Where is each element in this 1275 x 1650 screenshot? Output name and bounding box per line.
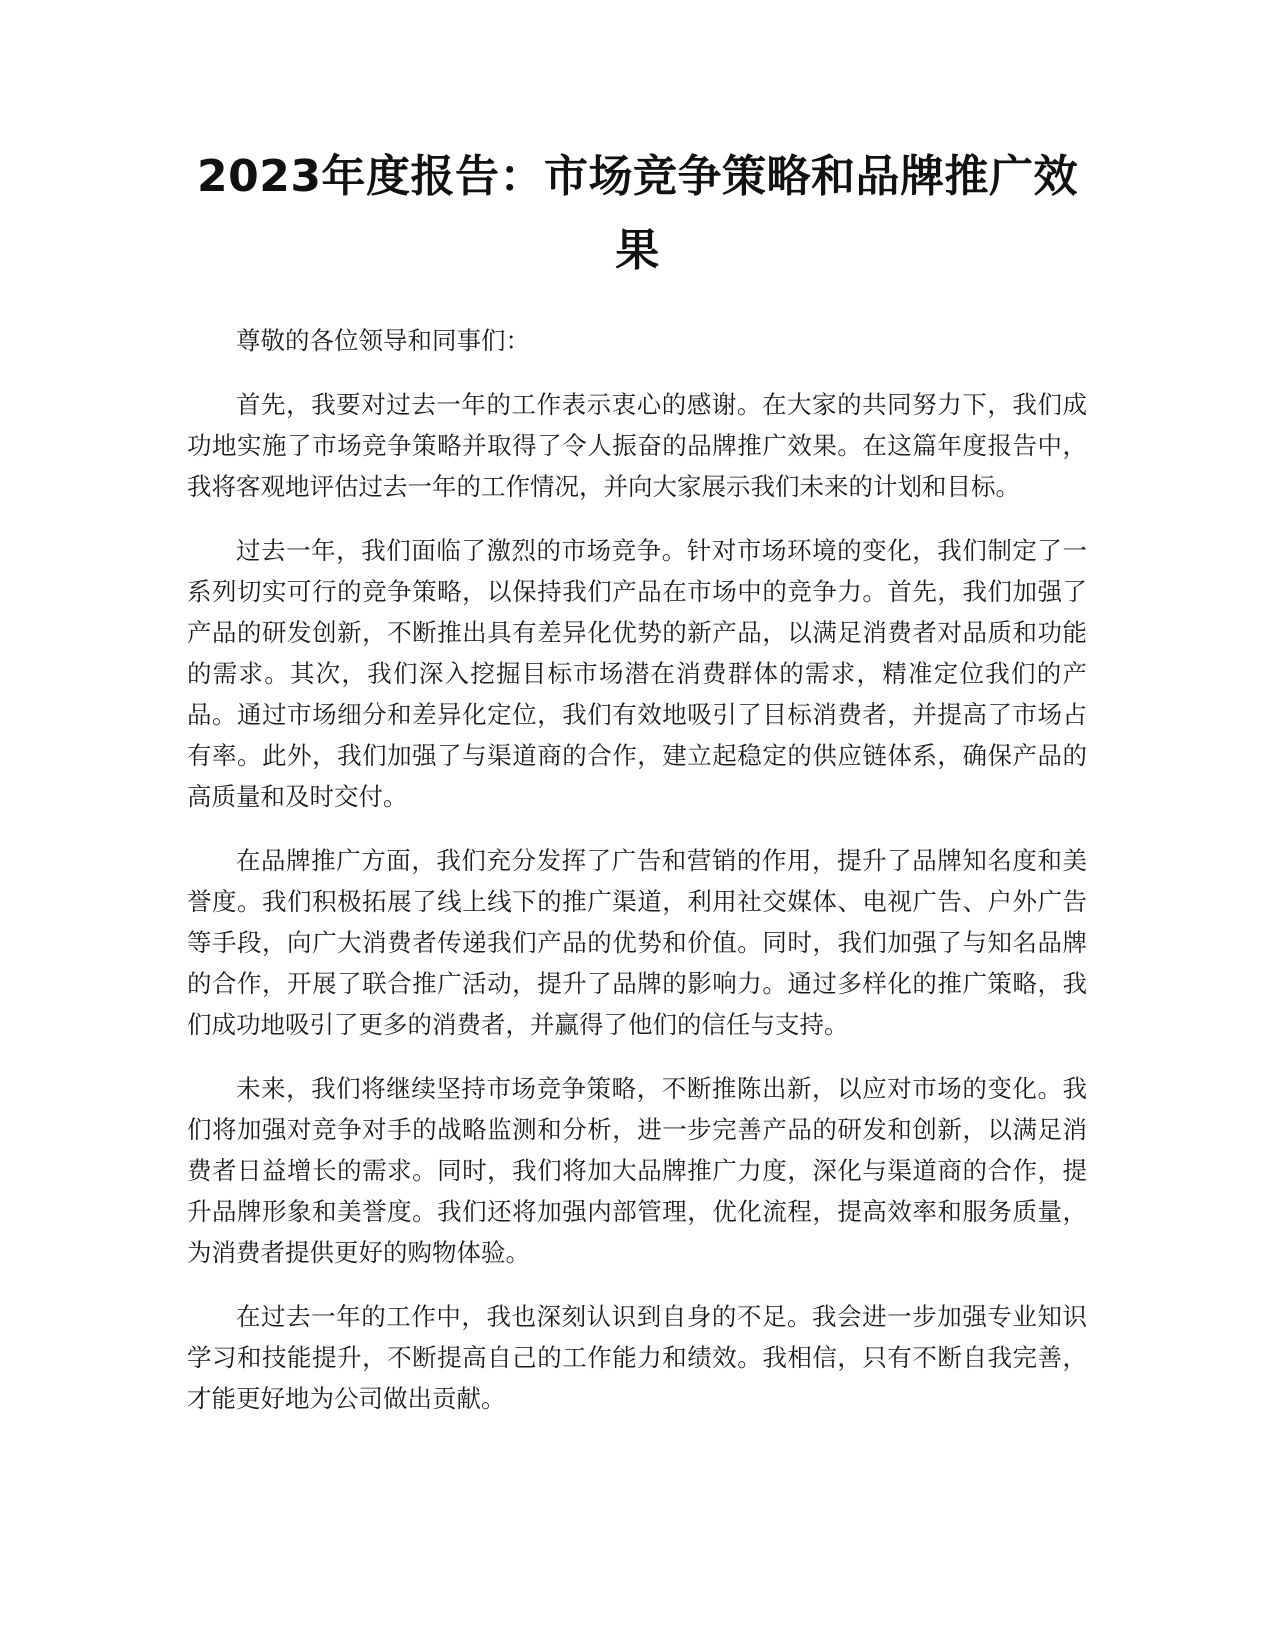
paragraph-4: 未来，我们将继续坚持市场竞争策略，不断推陈出新，以应对市场的变化。我们将加强对竞争对手的战略监测和分析，进一步完善产品的研发和创新，以满足消费者日益增长的需求。同时，我们将加大品牌推广力度，深化与渠道商的合作，提升品牌形象和美誉度。我们还将加强内部管理，优化流程，提高效率和服务质量，为消费者提供更好的购物体验。 (187, 1074, 1087, 1267)
document-title (180, 140, 1095, 288)
paragraph-5: 在过去一年的工作中，我也深刻认识到自身的不足。我会进一步加强专业知识学习和技能提升，不断提高自己的工作能力和绩效。我相信，只有不断自我完善，才能更好地为公司做出贡献。 (187, 1302, 1087, 1413)
title-line-2: 果 (615, 225, 660, 276)
paragraph-1: 首先，我要对过去一年的工作表示衷心的感谢。在大家的共同努力下，我们成功地实施了市场竞争策略并取得了令人振奋的品牌推广效果。在这篇年度报告中，我将客观地评估过去一年的工作情况，并向大家展示我们未来的计划和目标。 (187, 390, 1087, 501)
paragraph-3: 在品牌推广方面，我们充分发挥了广告和营销的作用，提升了品牌知名度和美誉度。我们积极拓展了线上线下的推广渠道，利用社交媒体、电视广告、户外广告等手段，向广大消费者传递我们产品的优势和价值。同时，我们加强了与知名品牌的合作，开展了联合推广活动，提升了品牌的影响力。通过多样化的推广策略，我们成功地吸引了更多的消费者，并赢得了他们的信任与支持。 (187, 846, 1087, 1039)
document-body (187, 320, 1087, 1442)
paragraph-2: 过去一年，我们面临了激烈的市场竞争。针对市场环境的变化，我们制定了一系列切实可行的竞争策略，以保持我们产品在市场中的竞争力。首先，我们加强了产品的研发创新，不断推出具有差异化优势的新产品，以满足消费者对品质和功能的需求。其次，我们深入挖掘目标市场潜在消费群体的需求，精准定位我们的产品。通过市场细分和差异化定位，我们有效地吸引了目标消费者，并提高了市场占有率。此外，我们加强了与渠道商的合作，建立起稳定的供应链体系，确保产品的高质量和及时交付。 (187, 536, 1087, 811)
title-line-1: 2023年度报告：市场竞争策略和品牌推广效 (197, 151, 1078, 202)
salutation: 尊敬的各位领导和同事们： (236, 326, 530, 355)
